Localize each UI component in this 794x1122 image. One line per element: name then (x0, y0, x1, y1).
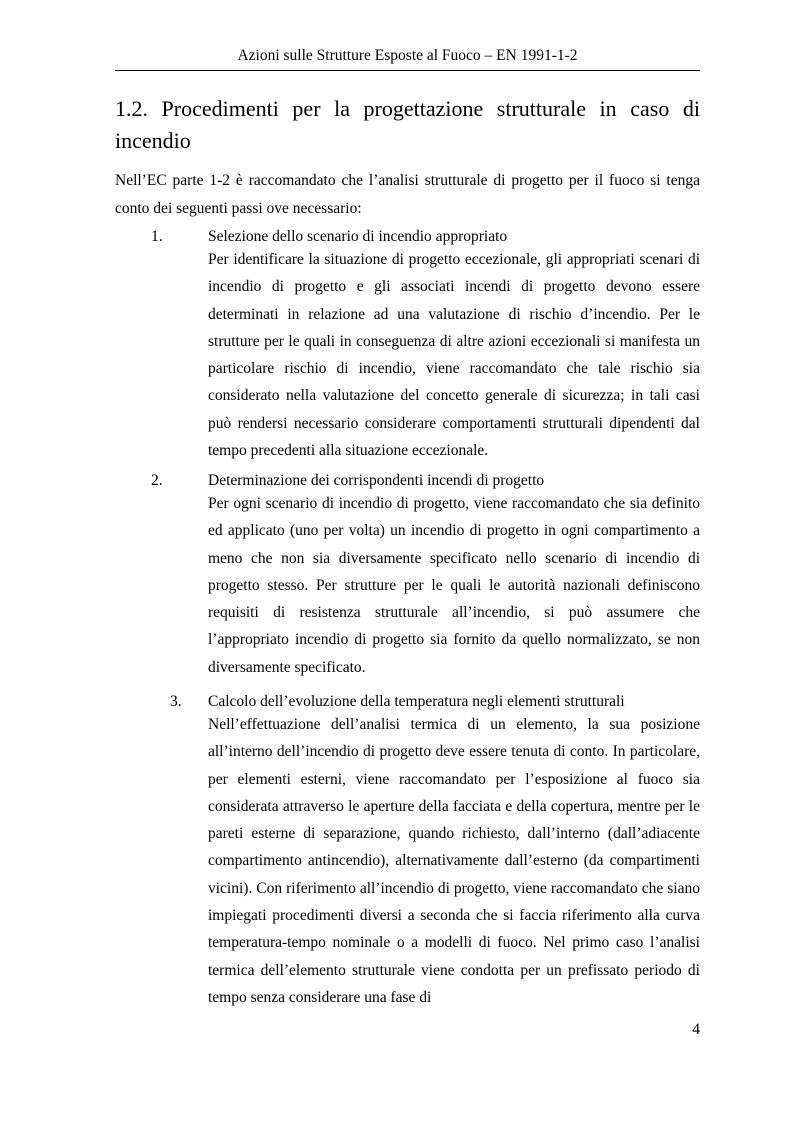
page-number: 4 (692, 1021, 700, 1038)
list-item-heading: Determinazione dei corrispondenti incendi di progetto (208, 472, 545, 489)
list-item-3 (115, 688, 700, 1018)
list-item-number: 1. (151, 228, 163, 245)
list-item-1 (115, 223, 700, 463)
list-item-heading: Selezione dello scenario di incendio appropriato (208, 228, 508, 245)
list-item-body: Nell’effettuazione dell’analisi termica di un elemento, la sua posizione all’interno dell’incendio di progetto deve essere tenuta di conto. In particolare, per elementi esterni, viene raccomandato per l’esposizione al fuoco sia considerata attraverso le aperture della facciata e della copertura, mentre per le pareti esterne di separazione, quando richiesto, dall’interno (dall’adiacente compartimento antincendio), alternativamente dall’esterno (da compartimenti vicini). Con riferimento all’incendio di progetto, viene raccomandato che siano impiegati procedimenti diversi a seconda che si faccia riferimento alla curva temperatura-tempo nominale o a modelli di fuoco. Nel primo caso l’analisi termica dell’elemento strutturale viene condotta per un prefissato periodo di tempo senza considerare una fase di (208, 716, 700, 1006)
list-item-number: 2. (151, 472, 163, 489)
intro-paragraph: Nell’EC parte 1-2 è raccomandato che l’analisi strutturale di progetto per il fuoco si tenga conto dei seguenti passi ove necessario: (115, 172, 700, 217)
list-item-heading: Calcolo dell’evoluzione della temperatura negli elementi strutturali (208, 693, 625, 710)
list-item-body: Per ogni scenario di incendio di progetto, viene raccomandato che sia definito ed applicato (uno per volta) un incendio di progetto in ogni compartimento a meno che non sia diversamente specificato nello scenario di incendio di progetto stesso. Per strutture per le quali le autorità nazionali definiscono requisiti di resistenza strutturale all’incendio, si può assumere che l’appropriato incendio di progetto sia fornito da quello normalizzato, se non diversamente specificato. (208, 495, 700, 676)
list-item-2 (115, 467, 700, 679)
list-item-number: 3. (170, 693, 182, 710)
list-item-body: Per identificare la situazione di progetto eccezionale, gli appropriati scenari di incendio di progetto e gli associati incendi di progetto devono essere determinati in relazione ad una valutazione di rischio d’incendio. Per le strutture per le quali in conseguenza di altre azioni eccezionali si manifesta un particolare rischio di incendio, viene raccomandato che tale rischio sia considerato nella valutazione del concetto generale di sicurezza; in tali casi può rendersi necessario considerare comportamenti strutturali dipendenti dal tempo precedenti alla situazione eccezionale. (208, 251, 700, 460)
running-header: Azioni sulle Strutture Esposte al Fuoco – EN 1991-1-2 (237, 47, 578, 64)
section-title: 1.2. Procedimenti per la progettazione strutturale in caso di incendio (115, 96, 700, 153)
header-divider (115, 70, 700, 71)
